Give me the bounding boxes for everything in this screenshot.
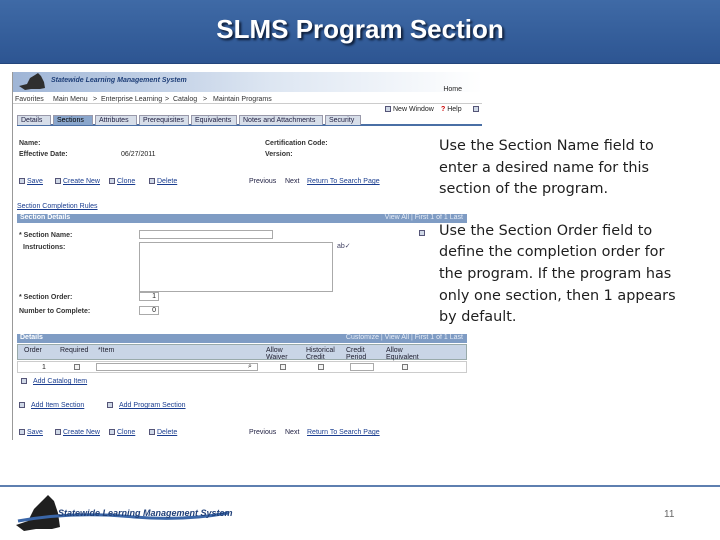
column-credit-period: Credit Period (346, 347, 367, 361)
tab-details[interactable]: Details (17, 115, 51, 125)
add-item-section-icon (19, 402, 25, 408)
delete-button[interactable]: Delete (149, 178, 177, 185)
effective-date-value: 06/27/2011 (121, 151, 156, 158)
column-required: Required (60, 347, 89, 354)
tab-equivalents[interactable]: Equivalents (191, 115, 237, 125)
create-new-icon (55, 429, 61, 435)
delete-icon (149, 178, 155, 184)
section-name-lookup-icon[interactable] (419, 230, 427, 237)
section-name-input[interactable] (139, 230, 273, 239)
tab-prerequisites[interactable]: Prerequisites (139, 115, 189, 125)
spellcheck-icon[interactable]: ab✓ (337, 243, 351, 250)
footer-divider (0, 485, 720, 487)
create-new-icon (55, 178, 61, 184)
screenshot-brand-name: Statewide Learning Management System (51, 77, 187, 84)
add-catalog-item-button[interactable]: Add Catalog Item (21, 378, 87, 385)
breadcrumb-favorites[interactable]: Favorites (15, 96, 44, 103)
ny-state-logo-icon (17, 72, 51, 92)
item-input[interactable] (96, 363, 258, 371)
column-item: *Item (98, 347, 115, 354)
next-button[interactable]: Next (285, 178, 300, 185)
section-completion-rules-link[interactable]: Section Completion Rules (17, 203, 98, 210)
previous-button-bottom[interactable]: Previous (249, 429, 277, 436)
required-checkbox[interactable] (74, 364, 80, 370)
clone-button-bottom[interactable]: Clone (109, 429, 135, 436)
delete-icon (149, 429, 155, 435)
slide-title: SLMS Program Section (216, 14, 504, 44)
save-icon (19, 429, 25, 435)
save-button[interactable]: Save (19, 178, 43, 185)
help-link[interactable] (441, 106, 462, 113)
clone-icon (109, 429, 115, 435)
breadcrumb-main-menu[interactable]: Main Menu (53, 96, 88, 103)
create-new-button-bottom[interactable]: Create New (55, 429, 100, 436)
instruction-section-order: Use the Section Order field to define the completion order for the program. If the program has only one section, then 1 appears by default. (439, 222, 676, 326)
next-button-bottom[interactable]: Next (285, 429, 300, 436)
tab-notes-attachments[interactable]: Notes and Attachments (239, 115, 323, 125)
column-historical-credit: Historical Credit (306, 347, 335, 361)
clone-button[interactable]: Clone (109, 178, 135, 185)
details-grid-header: Details Customize | View All | First 1 of 1 Last (17, 334, 467, 343)
instructions-label: Instructions: (23, 244, 66, 251)
add-icon (21, 378, 27, 384)
add-program-section-icon (107, 402, 113, 408)
slms-screenshot (12, 72, 482, 440)
breadcrumb-separator: > (165, 96, 170, 103)
effective-date-label: Effective Date: (19, 151, 68, 158)
column-order: Order (24, 347, 42, 354)
tab-security[interactable]: Security (325, 115, 361, 125)
return-to-search-link[interactable]: Return To Search Page (307, 178, 380, 185)
home-link[interactable]: Home (443, 86, 462, 93)
breadcrumb (13, 96, 482, 104)
instructions-textarea[interactable] (139, 242, 333, 292)
clone-icon (109, 178, 115, 184)
tab-sections[interactable]: Sections (53, 115, 93, 125)
version-label: Version: (265, 151, 293, 158)
row-order-value[interactable]: 1 (42, 364, 46, 371)
new-window-link[interactable] (385, 106, 434, 113)
section-details-header: Section Details View All | First 1 of 1 Last (17, 214, 467, 223)
column-allow-waiver: Allow Waiver (266, 347, 288, 361)
section-order-input[interactable]: 1 (139, 292, 159, 301)
credit-period-input[interactable] (350, 363, 374, 371)
name-label: Name: (19, 140, 41, 147)
section-order-label: * Section Order: (19, 294, 73, 301)
slide-title-bar (0, 0, 720, 64)
certification-code-label: Certification Code: (265, 140, 328, 147)
instruction-text (439, 136, 689, 349)
table-row (17, 361, 467, 373)
allow-waiver-checkbox[interactable] (280, 364, 286, 370)
breadcrumb-separator: > (93, 96, 98, 103)
previous-button[interactable]: Previous (249, 178, 277, 185)
new-window-icon (385, 106, 391, 112)
historical-credit-checkbox[interactable] (318, 364, 324, 370)
details-grid-nav[interactable]: Customize | View All | First 1 of 1 Last (345, 334, 463, 341)
add-item-section-button[interactable]: Add Item Section (19, 402, 84, 409)
section-name-label: * Section Name: (19, 232, 73, 239)
save-icon (19, 178, 25, 184)
details-grid-columns (17, 344, 467, 360)
create-new-button[interactable]: Create New (55, 178, 100, 185)
number-to-complete-input[interactable]: 0 (139, 306, 159, 315)
allow-equivalent-checkbox[interactable] (402, 364, 408, 370)
item-lookup-icon[interactable]: ⌕ (248, 363, 252, 370)
personalize-icon[interactable] (473, 106, 481, 113)
number-to-complete-label: Number to Complete: (19, 308, 91, 315)
save-button-bottom[interactable]: Save (19, 429, 43, 436)
section-details-nav[interactable]: View All | First 1 of 1 Last (384, 214, 463, 221)
instruction-section-name: Use the Section Name field to enter a desired name for this section of the program. (439, 138, 654, 198)
breadcrumb-separator: > (203, 96, 208, 103)
breadcrumb-maintain-programs[interactable]: Maintain Programs (213, 96, 272, 103)
breadcrumb-catalog[interactable]: Catalog (173, 96, 198, 103)
tab-attributes[interactable]: Attributes (95, 115, 137, 125)
help-icon: ? (441, 106, 446, 113)
footer-brand-name: Statewide Learning Management System (58, 508, 233, 518)
breadcrumb-enterprise-learning[interactable]: Enterprise Learning (101, 96, 163, 103)
tab-bar (17, 115, 482, 126)
page-number: 11 (664, 509, 675, 520)
new-window-label: New Window (393, 106, 434, 113)
help-label: Help (447, 106, 462, 113)
add-program-section-button[interactable]: Add Program Section (107, 402, 186, 409)
column-allow-equivalent: Allow Equivalent (386, 347, 419, 361)
delete-button-bottom[interactable]: Delete (149, 429, 177, 436)
return-to-search-link-bottom[interactable]: Return To Search Page (307, 429, 380, 436)
